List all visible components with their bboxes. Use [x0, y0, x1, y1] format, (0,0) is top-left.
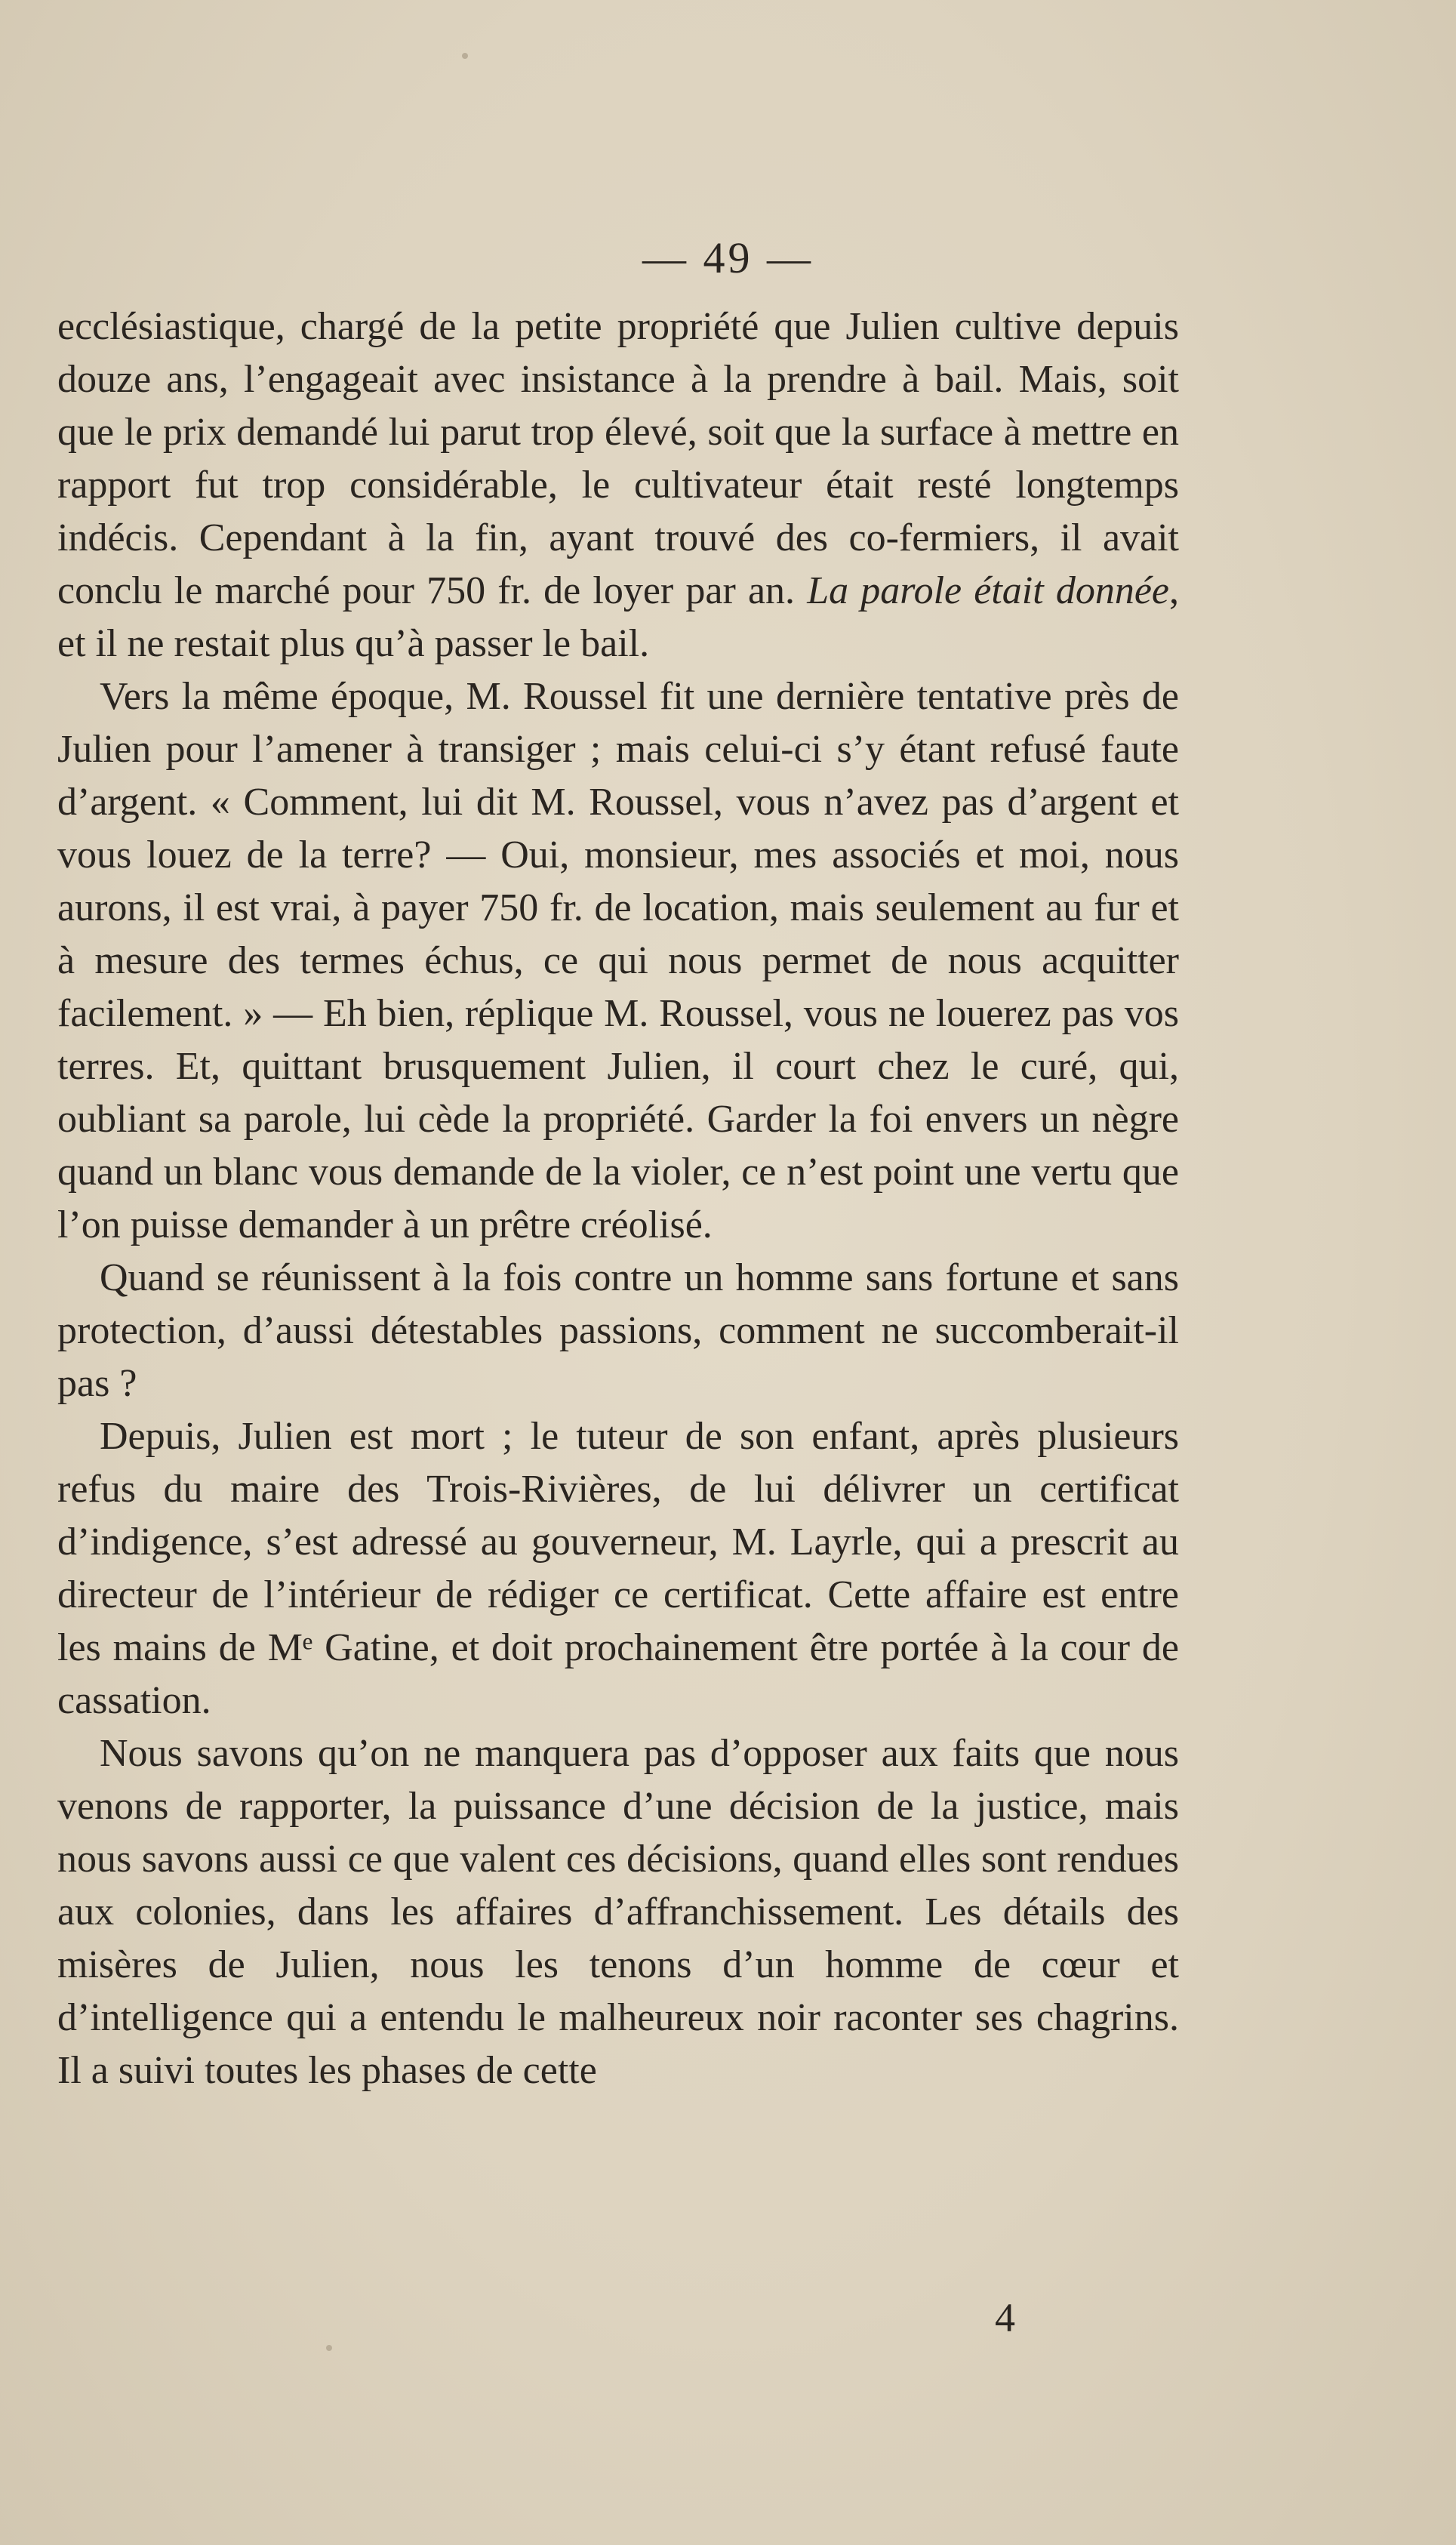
italic-phrase: La parole était donnée: [807, 569, 1169, 612]
paper-speck: [462, 53, 468, 59]
paragraph-3-text: Quand se réunissent à la fois contre un homme sans fortune et sans protection, d’aussi détestables passions, comment ne succomberait-il pas ?: [57, 1256, 1179, 1405]
body-text: [57, 300, 1179, 2097]
paragraph-4-text: Depuis, Julien est mort ; le tuteur de son enfant, après plusieurs refus du maire des Trois-Rivières, de lui délivrer un certificat d’indigence, s’est adressé au gouverneur, M. Layrle, qui a prescrit au directeur de l’intérieur de rédiger ce certificat. Cette affaire est entre les mains de Mᵉ Gatine, et doit prochainement être portée à la cour de cassation.: [57, 1415, 1179, 1722]
paragraph-2: [57, 670, 1179, 1252]
paper-speck: [326, 2345, 332, 2351]
paragraph-1: [57, 300, 1179, 670]
paragraph-1-end: , et il ne restait plus qu’à passer le bail.: [57, 569, 1179, 665]
paragraph-5: [57, 1727, 1179, 2097]
paragraph-4: [57, 1410, 1179, 1727]
page-number-header: — 49 —: [642, 233, 814, 282]
paragraph-2-text: Vers la même époque, M. Roussel fit une dernière tentative près de Julien pour l’amener à transiger ; mais celui-ci s’y étant refusé faute d’argent. « Comment, lui dit M. Roussel, vous n’avez pas d’argent et vous louez de la terre? — Oui, monsieur, mes associés et moi, nous aurons, il est vrai, à payer 750 fr. de location, mais seulement au fur et à mesure des termes échus, ce qui nous permet de nous acquitter facilement. » — Eh bien, réplique M. Roussel, vous ne louerez pas vos terres. Et, quittant brusquement Julien, il court chez le curé, qui, oubliant sa parole, lui cède la propriété. Garder la foi envers un nègre quand un blanc vous demande de la violer, ce n’est point une vertu que l’on puisse demander à un prêtre créolisé.: [57, 675, 1179, 1246]
paragraph-5-text: Nous savons qu’on ne manquera pas d’opposer aux faits que nous venons de rapporter, la puissance d’une décision de la justice, mais nous savons aussi ce que valent ces décisions, quand elles sont rendues aux colonies, dans les affaires d’affranchissement. Les détails des misères de Julien, nous les tenons d’un homme de cœur et d’intelligence qui a entendu le malheureux noir raconter ses chagrins. Il a suivi toutes les phases de cette: [57, 1732, 1179, 2092]
paragraph-1-text: ecclésiastique, chargé de la petite propriété que Julien cultive depuis douze ans, l’engageait avec insistance à la prendre à bail. Mais, soit que le prix demandé lui parut trop élevé, soit que la surface à mettre en rapport fut trop considérable, le cultivateur était resté longtemps indécis. Cependant à la fin, ayant trouvé des co-fermiers, il avait conclu le marché pour 750 fr. de loyer par an.: [57, 305, 1179, 612]
signature-mark: 4: [995, 2295, 1015, 2340]
paragraph-3: [57, 1252, 1179, 1410]
